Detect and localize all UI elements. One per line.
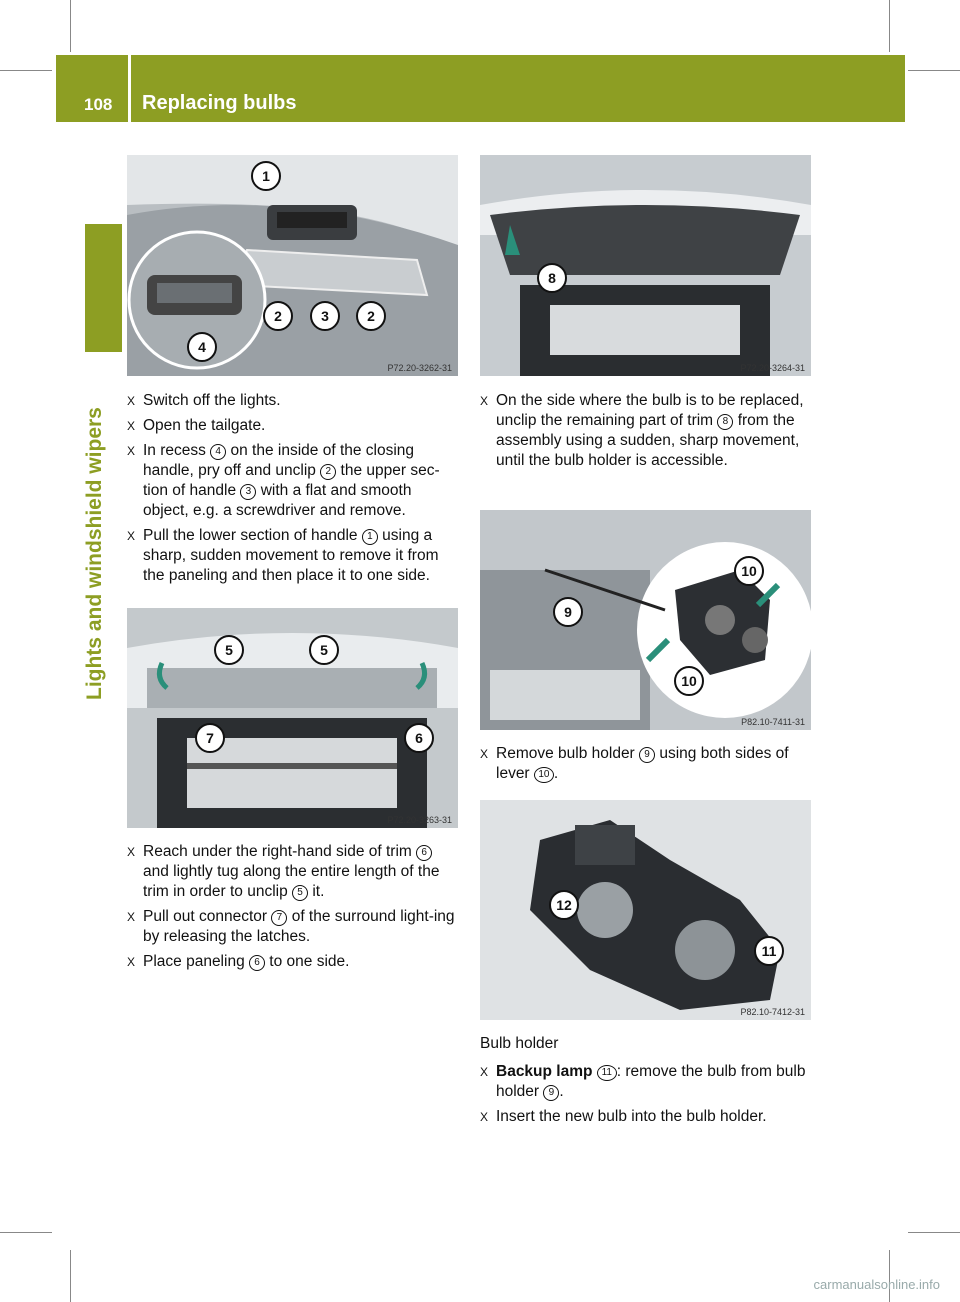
step-text: using both sides of lever (496, 745, 789, 782)
step-text: to one side. (265, 953, 350, 970)
page-number: 108 (84, 95, 113, 114)
step-text: with a flat and smooth object, e.g. a screwdriver and remove. (143, 482, 412, 519)
step (127, 391, 460, 411)
callout-ref: 5 (292, 885, 308, 901)
callout-ref: 2 (320, 464, 336, 480)
step-text: : remove the bulb from bulb holder (496, 1063, 806, 1100)
step-arrow-icon: X (480, 394, 489, 408)
callout-badge: 8 (537, 263, 567, 293)
callout-badge: 3 (310, 301, 340, 331)
step (127, 416, 460, 436)
step-text: Place paneling (143, 953, 249, 970)
step-arrow-icon: X (127, 845, 136, 859)
callout-ref: 4 (210, 444, 226, 460)
page-header (56, 55, 905, 122)
callout-badge: 5 (309, 635, 339, 665)
callout-badge: 9 (553, 597, 583, 627)
footer-watermark: carmanualsonline.info (813, 1277, 940, 1292)
instructions-right-1 (480, 391, 813, 476)
step-arrow-icon: X (127, 955, 136, 969)
crop-mark (889, 0, 890, 52)
instructions-right-3 (480, 1034, 813, 1132)
figure-code: P72.20-3263-31 (387, 815, 452, 825)
step (127, 842, 460, 902)
crop-mark (908, 1232, 960, 1233)
callout-badge: 5 (214, 635, 244, 665)
callout-badge: 10 (734, 556, 764, 586)
figure-tailgate-trim (127, 608, 458, 828)
step-text: and lightly tug along the entire length of the trim in order to unclip (143, 863, 440, 900)
callout-ref: 9 (639, 747, 655, 763)
step (127, 526, 460, 586)
callout-ref: 6 (249, 955, 265, 971)
bulb-holder-caption: Bulb holder (480, 1035, 559, 1052)
figure-bulb-holder (480, 800, 811, 1020)
callout-badge: 4 (187, 332, 217, 362)
step-text: it. (308, 883, 325, 900)
callout-ref: 8 (717, 414, 733, 430)
step (480, 744, 813, 784)
callout-ref: 11 (597, 1065, 617, 1081)
step-text: Pull the lower section of handle (143, 527, 362, 544)
section-title: Replacing bulbs (142, 92, 297, 114)
callout-badge: 2 (356, 301, 386, 331)
crop-mark (70, 1250, 71, 1302)
callout-badge: 6 (404, 723, 434, 753)
step (480, 1107, 813, 1127)
callout-ref: 9 (543, 1085, 559, 1101)
step-arrow-icon: X (127, 444, 136, 458)
step (127, 441, 460, 521)
step-arrow-icon: X (127, 419, 136, 433)
step-text: . (559, 1083, 564, 1100)
step-text: Insert the new bulb into the bulb holder. (496, 1108, 767, 1125)
step-arrow-icon: X (127, 910, 136, 924)
instructions-right-2 (480, 744, 813, 789)
callout-badge: 7 (195, 723, 225, 753)
instructions-left-1 (127, 391, 460, 591)
step-text: Remove bulb holder (496, 745, 640, 762)
crop-mark (0, 70, 52, 71)
step-text: of the surround light-ing by releasing the latches. (143, 908, 455, 945)
crop-mark (0, 1232, 52, 1233)
step-text: Switch off the lights. (143, 392, 281, 409)
figure-code: P82.10-7411-31 (741, 717, 805, 727)
step-text: Pull out connector (143, 908, 272, 925)
step (480, 1062, 813, 1102)
callout-ref: 6 (416, 845, 432, 861)
step-text: the upper sec-tion of handle (143, 462, 440, 499)
step-arrow-icon: X (480, 1110, 489, 1124)
callout-badge: 2 (263, 301, 293, 331)
step-text: In recess (143, 442, 211, 459)
step-text: using a sharp, sudden movement to remove it from the paneling and then place it to one side. (143, 527, 439, 584)
step-text: . (553, 765, 559, 782)
figure-code: P72.20-3264-31 (740, 363, 805, 373)
step-text: On the side where the bulb is to be replaced, unclip the remaining part of trim (496, 392, 804, 429)
callout-ref: 7 (271, 910, 287, 926)
callout-badge: 10 (674, 666, 704, 696)
step-text: from the assembly using a sudden, sharp movement, until the bulb holder is accessible. (496, 412, 800, 469)
step-text: on the inside of the closing handle, pry off and unclip (143, 442, 415, 479)
callout-badge: 11 (754, 936, 784, 966)
header-divider (128, 55, 131, 122)
step-arrow-icon: X (480, 1065, 489, 1079)
step-arrow-icon: X (480, 747, 489, 761)
crop-mark (908, 70, 960, 71)
callout-ref: 1 (362, 529, 378, 545)
step-arrow-icon: X (127, 394, 136, 408)
figure-tailgate-handle (127, 155, 458, 376)
step (127, 907, 460, 947)
figure-tailgate-open (480, 155, 811, 376)
step-arrow-icon: X (127, 529, 136, 543)
figure-bulb-holder-removal (480, 510, 811, 730)
step (127, 952, 460, 972)
figure-code: P82.10-7412-31 (740, 1007, 805, 1017)
callout-ref: 3 (240, 484, 256, 500)
crop-mark (70, 0, 71, 52)
callout-ref: 10 (534, 767, 554, 783)
chapter-tab (85, 224, 122, 352)
chapter-title: Lights and windshield wipers (83, 407, 106, 700)
figure-code: P72.20-3262-31 (387, 363, 452, 373)
step-text: Open the tailgate. (143, 417, 266, 434)
instructions-left-2 (127, 842, 460, 977)
callout-badge: 12 (549, 890, 579, 920)
step-bold-text: Backup lamp (496, 1063, 597, 1080)
callout-badge: 1 (251, 161, 281, 191)
step (480, 391, 813, 471)
step-text: Reach under the right-hand side of trim (143, 843, 417, 860)
crop-mark (889, 1250, 890, 1302)
